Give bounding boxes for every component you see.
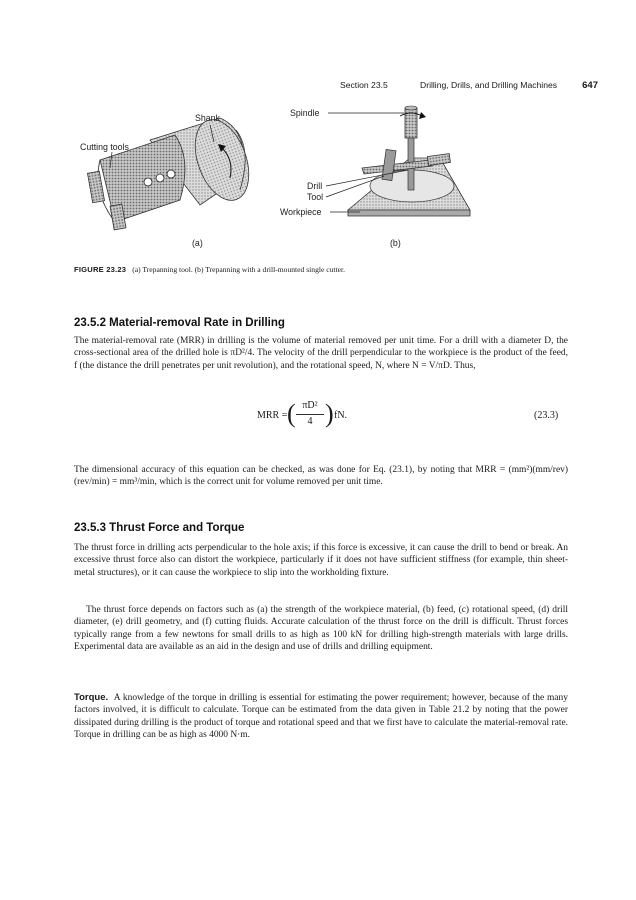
equation-number: (23.3): [534, 410, 559, 421]
torque-lead: Torque.: [74, 692, 109, 703]
label-panel-a: (a): [192, 238, 203, 248]
figure-illustration: [0, 0, 636, 260]
page-number: 647: [582, 80, 598, 91]
equation-rhs: fN.: [334, 410, 348, 421]
label-workpiece: Workpiece: [280, 207, 322, 217]
fraction-bar: [296, 414, 324, 415]
left-paren: (: [287, 399, 296, 428]
label-shank: Shank: [195, 113, 220, 123]
paragraph-torque: [74, 692, 568, 742]
paragraph-thrust-factors: The thrust force depends on factors such as (a) the strength of the workpiece material, (b) feed, (c) rotational speed, (d) drill diameter, (e) drill geometry, and (f) cutting fluids. Accurate calculation of the thrust force on the drill is difficult. Thrust forces typically range from a few newtons for small drills to as high as 100 kN for drilling high-strength materials with large drills. Experimental data are available as an aid in the design and use of drills and drilling equipment.: [74, 605, 568, 653]
equation-denominator: 4: [307, 416, 313, 427]
figure-caption-id: FIGURE 23.23: [74, 265, 127, 274]
label-panel-b: (b): [390, 238, 401, 248]
label-spindle: Spindle: [290, 108, 320, 118]
equation-23-3: [0, 394, 636, 438]
trepanning-setup-drawing: [326, 106, 470, 216]
header-title: Drilling, Drills, and Drilling Machines: [420, 80, 558, 90]
figure-caption-text: (a) Trepanning tool. (b) Trepanning with a drill-mounted single cutter.: [132, 265, 346, 274]
label-cutting-tools: Cutting tools: [80, 142, 129, 152]
paragraph-mrr-units: The dimensional accuracy of this equation can be checked, as was done for Eq. (23.1), by noting that MRR = (mm²)(mm/rev)(rev/min) = mm³/min, which is the correct unit for volume removed per unit time.: [74, 465, 568, 488]
torque-text: A knowledge of the torque in drilling is essential for estimating the power requirement; however, because of the many factors involved, it is difficult to calculate. Torque can be estimated from the data given in Table 21.2 by noting that the power dissipated during drilling is the product of torque and rotational speed and that we first have to calculate the material-removal rate. Torque in drilling can be as high as 4000 N·m.: [74, 693, 568, 741]
equation-lhs: MRR =: [257, 410, 288, 421]
paragraph-mrr-intro: The material-removal rate (MRR) in drilling is the volume of material removed per unit time. For a drill with a diameter D, the cross-sectional area of the drilled hole is πD²/4. The velocity of the drill perpendicular to the workpiece is the product of the feed, f (the distance the drill penetrates per unit revolution), and the rotational speed, N, where N = V/πD. Thus,: [74, 336, 568, 371]
heading-23-5-3: 23.5.3 Thrust Force and Torque: [74, 522, 245, 534]
figure-caption: [74, 265, 345, 274]
trepanning-tool-drawing: [87, 112, 258, 230]
label-tool: Tool: [307, 192, 324, 202]
equation-numerator: πD²: [302, 400, 318, 411]
label-drill: Drill: [307, 181, 323, 191]
heading-23-5-2: 23.5.2 Material-removal Rate in Drilling: [74, 317, 285, 329]
right-paren: ): [325, 399, 334, 428]
paragraph-thrust-force: The thrust force in drilling acts perpendicular to the hole axis; if this force is excessive, it can cause the drill to bend or break. An excessive thrust force also can distort the workpiece, particularly if it does not have sufficient stiffness (for example, thin sheet-metal structures), or it can cause the workpiece to slip into the workholding fixture.: [74, 543, 568, 578]
header-section: Section 23.5: [340, 80, 388, 90]
